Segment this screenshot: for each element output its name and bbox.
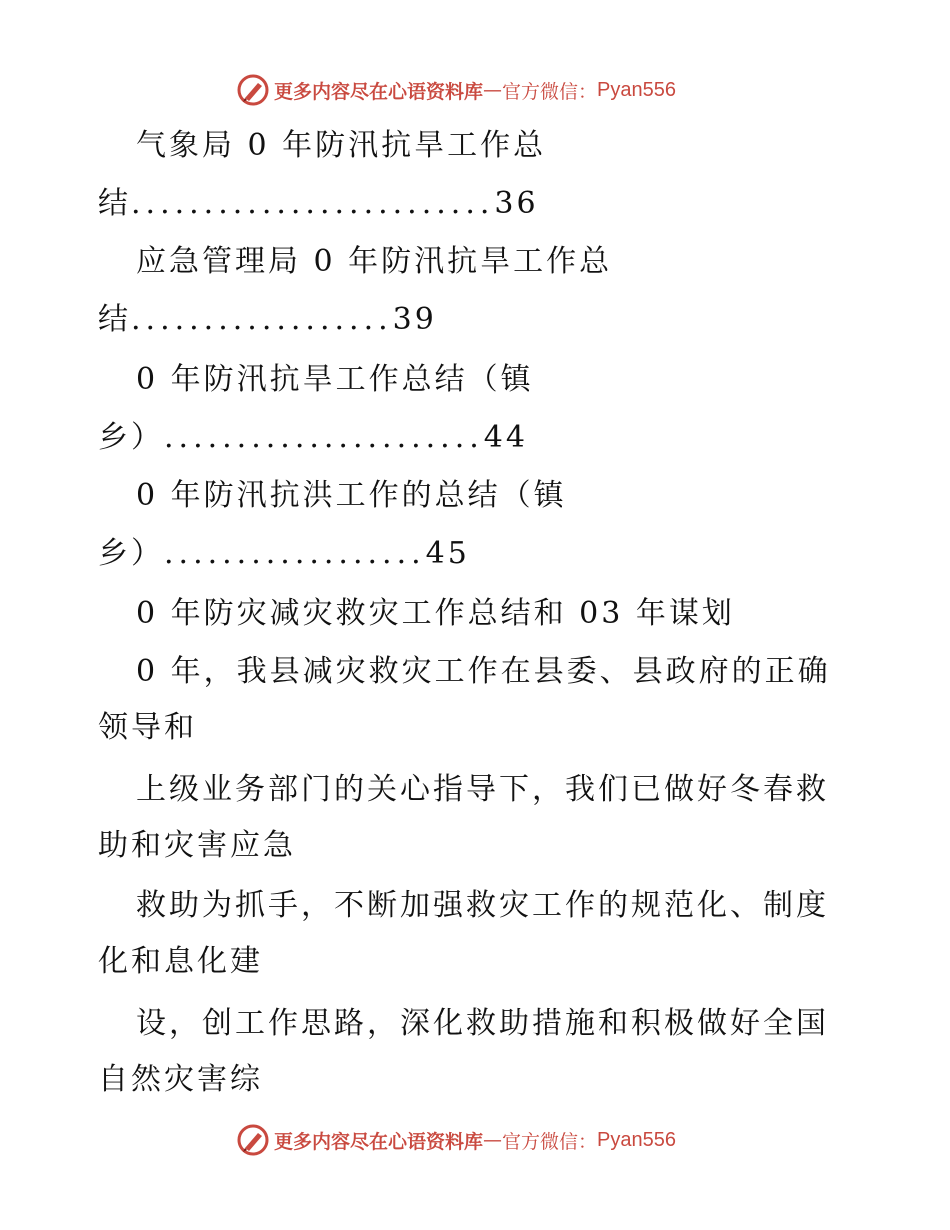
wechat-id: Pyan556 <box>597 78 676 101</box>
footer-banner <box>236 1122 676 1158</box>
banner-dash: — <box>483 1129 503 1151</box>
toc-entry-1-title: 气象局 0 年防汛抗旱工作总 <box>136 128 547 163</box>
paragraph-line-2: 领导和 <box>98 710 197 745</box>
toc-entry-4-dots: .................. <box>164 536 426 571</box>
wechat-id: Pyan556 <box>597 1128 676 1151</box>
toc-entry-4-page: 45 <box>425 536 470 571</box>
toc-entry-3-page: 44 <box>483 420 528 455</box>
paragraph-line-6: 化和息化建 <box>98 944 263 979</box>
toc-entry-3-continuation <box>98 418 528 458</box>
toc-entry-4-title: 0 年防汛抗洪工作的总结（镇 <box>136 478 567 513</box>
toc-entry-1-page: 36 <box>494 186 539 221</box>
header-banner <box>236 72 676 108</box>
toc-entry-1-cont: 结 <box>98 186 131 221</box>
toc-entry-4-cont: 乡） <box>98 536 164 571</box>
section-heading: 0 年防灾减灾救灾工作总结和 03 年谋划 <box>136 596 735 631</box>
toc-entry-1-dots: ......................... <box>131 186 495 221</box>
wechat-label: 官方微信： <box>502 1130 598 1153</box>
paragraph-line-8: 自然灾害综 <box>98 1062 263 1097</box>
toc-entry-4-continuation <box>98 534 470 574</box>
toc-entry-2-dots: .................. <box>131 302 393 337</box>
paragraph-line-4: 助和灾害应急 <box>98 828 296 863</box>
paragraph-line-5: 救助为抓手，不断加强救灾工作的规范化、制度 <box>136 888 829 923</box>
toc-entry-2-page: 39 <box>392 302 437 337</box>
toc-entry-3-cont: 乡） <box>98 420 164 455</box>
toc-entry-3-dots: ...................... <box>164 420 484 455</box>
promo-text: 更多内容尽在心语资料库 <box>274 1130 484 1153</box>
paragraph-line-1: 0 年，我县减灾救灾工作在县委、县政府的正确 <box>136 654 831 689</box>
toc-entry-1-continuation <box>98 184 539 224</box>
banner-dash: — <box>483 79 503 101</box>
pen-logo-icon <box>236 73 270 107</box>
paragraph-line-7: 设，创工作思路，深化救助措施和积极做好全国 <box>136 1006 829 1041</box>
toc-entry-2-continuation <box>98 300 437 340</box>
pen-logo-icon <box>236 1123 270 1157</box>
toc-entry-3-title: 0 年防汛抗旱工作总结（镇 <box>136 362 534 397</box>
paragraph-line-3: 上级业务部门的关心指导下，我们已做好冬春救 <box>136 772 829 807</box>
toc-entry-2-title: 应急管理局 0 年防汛抗旱工作总 <box>136 244 613 279</box>
promo-text: 更多内容尽在心语资料库 <box>274 80 484 103</box>
toc-entry-2-cont: 结 <box>98 302 131 337</box>
wechat-label: 官方微信： <box>502 80 598 103</box>
